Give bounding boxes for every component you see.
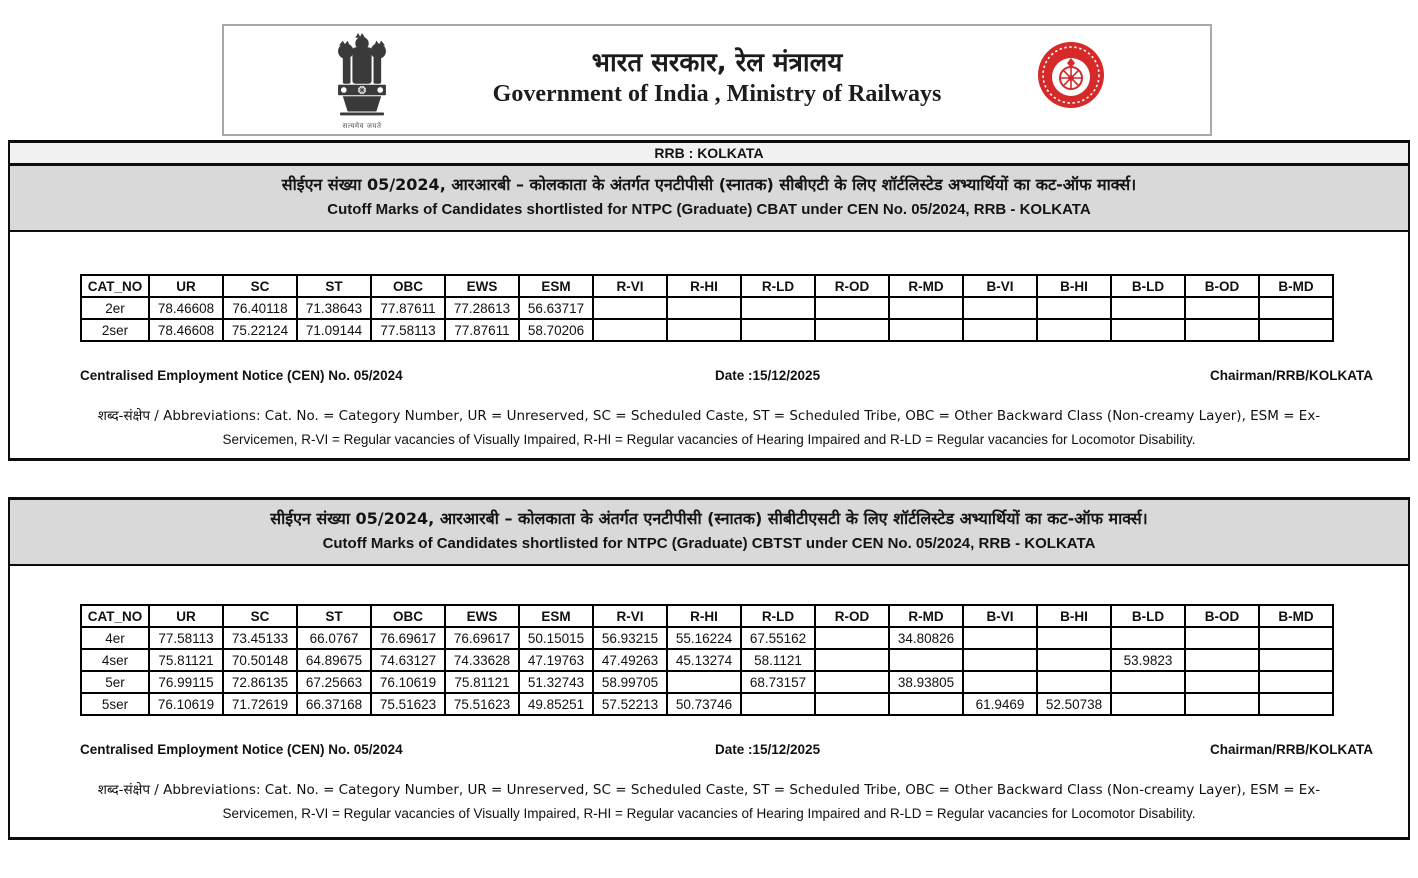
cutoff-cell: 72.86135 — [223, 671, 297, 693]
cutoff-cell: 75.22124 — [223, 319, 297, 341]
cutoff-table-cbtst — [80, 604, 1334, 716]
cutoff-cell — [815, 297, 889, 319]
column-header: B-OD — [1185, 605, 1259, 627]
cutoff-cell — [1037, 671, 1111, 693]
column-header: R-MD — [889, 275, 963, 297]
category-cell: 4er — [81, 627, 149, 649]
cutoff-cell: 78.46608 — [149, 319, 223, 341]
column-header: SC — [223, 605, 297, 627]
cutoff-cell — [741, 693, 815, 715]
column-header: EWS — [445, 605, 519, 627]
abbreviations-line-2: Servicemen, R-VI = Regular vacancies of Visually Impaired, R-HI = Regular vacancies of Hearing Impaired and R-LD = Regular vacancies for Locomotor Disability. — [222, 432, 1196, 447]
cutoff-cell — [889, 693, 963, 715]
rrb-kolkata-bar: RRB : KOLKATA — [10, 143, 1408, 166]
cutoff-cell: 77.58113 — [371, 319, 445, 341]
column-header: B-LD — [1111, 605, 1185, 627]
cutoff-cell — [667, 671, 741, 693]
cutoff-cell: 55.16224 — [667, 627, 741, 649]
ministry-title-hindi: भारत सरकार, रेल मंत्रालय — [591, 48, 843, 78]
cutoff-cell — [1111, 297, 1185, 319]
cutoff-cell — [1259, 671, 1333, 693]
column-header: R-OD — [815, 275, 889, 297]
cutoff-cell: 47.19763 — [519, 649, 593, 671]
column-header: CAT_NO — [81, 275, 149, 297]
cutoff-cell: 47.49263 — [593, 649, 667, 671]
cutoff-cell: 49.85251 — [519, 693, 593, 715]
cutoff-cell: 45.13274 — [667, 649, 741, 671]
cutoff-cell — [1111, 671, 1185, 693]
cutoff-cell: 57.52213 — [593, 693, 667, 715]
cutoff-cell — [815, 671, 889, 693]
cutoff-cell: 68.73157 — [741, 671, 815, 693]
column-header: B-HI — [1037, 275, 1111, 297]
column-header: R-VI — [593, 605, 667, 627]
cutoff-cell — [741, 297, 815, 319]
category-cell: 2er — [81, 297, 149, 319]
cutoff-cell: 64.89675 — [297, 649, 371, 671]
cutoff-cell — [889, 297, 963, 319]
section-cbat-title-hindi: सीईएन संख्या 05/2024, आरआरबी – कोलकाता के अंतर्गत एनटीपीसी (स्नातक) सीबीएटी के लिए शॉर्टलिस्टेड अभ्यार्थियों का कट-ऑफ मार्क्स। — [281, 175, 1137, 194]
cutoff-cell — [963, 319, 1037, 341]
column-header: CAT_NO — [81, 605, 149, 627]
cutoff-cell: 34.80826 — [889, 627, 963, 649]
date-text: Date :15/12/2025 — [715, 742, 821, 757]
cutoff-cell — [1185, 649, 1259, 671]
cutoff-cell — [1259, 319, 1333, 341]
column-header: B-OD — [1185, 275, 1259, 297]
cutoff-cell — [963, 649, 1037, 671]
section-cbat-footer — [10, 367, 1408, 384]
cutoff-cell: 67.25663 — [297, 671, 371, 693]
cutoff-cell: 38.93805 — [889, 671, 963, 693]
cutoff-cell: 58.1121 — [741, 649, 815, 671]
table-row — [81, 319, 1333, 341]
cutoff-cell: 71.72619 — [223, 693, 297, 715]
cutoff-cell: 75.81121 — [149, 649, 223, 671]
category-cell: 4ser — [81, 649, 149, 671]
cutoff-cell: 76.40118 — [223, 297, 297, 319]
emblem-caption: सत्यमेव जयते — [342, 122, 382, 130]
column-header: B-LD — [1111, 275, 1185, 297]
table-row — [81, 627, 1333, 649]
cutoff-cell — [815, 693, 889, 715]
section-cbtst-title-english: Cutoff Marks of Candidates shortlisted for NTPC (Graduate) CBTST under CEN No. 05/2024, RRB - KOLKATA — [322, 535, 1096, 552]
cutoff-cell: 78.46608 — [149, 297, 223, 319]
cutoff-cell — [1111, 319, 1185, 341]
column-header: R-HI — [667, 605, 741, 627]
cutoff-cell — [1185, 627, 1259, 649]
cutoff-cell — [1185, 693, 1259, 715]
column-header: R-MD — [889, 605, 963, 627]
cutoff-cell — [1111, 693, 1185, 715]
section-cbtst-title-bar — [10, 500, 1408, 566]
column-header: SC — [223, 275, 297, 297]
cutoff-cell — [815, 319, 889, 341]
cutoff-cell: 77.28613 — [445, 297, 519, 319]
cutoff-cell: 76.99115 — [149, 671, 223, 693]
table-row — [81, 297, 1333, 319]
cutoff-cell — [1259, 627, 1333, 649]
cutoff-cell: 75.81121 — [445, 671, 519, 693]
section-cbat — [8, 140, 1410, 461]
cutoff-cell: 50.73746 — [667, 693, 741, 715]
cutoff-cell: 76.10619 — [371, 671, 445, 693]
cutoff-cell — [1259, 297, 1333, 319]
cutoff-cell: 71.09144 — [297, 319, 371, 341]
column-header: B-VI — [963, 605, 1037, 627]
column-header: EWS — [445, 275, 519, 297]
cutoff-cell: 61.9469 — [963, 693, 1037, 715]
indian-railways-logo — [1036, 40, 1106, 110]
cutoff-cell: 77.58113 — [149, 627, 223, 649]
cutoff-cell — [1037, 649, 1111, 671]
cutoff-cell — [963, 297, 1037, 319]
signatory-text: Chairman/RRB/KOLKATA — [1209, 368, 1373, 383]
cutoff-cell — [1111, 627, 1185, 649]
cutoff-cell: 56.93215 — [593, 627, 667, 649]
column-header: ST — [297, 275, 371, 297]
cutoff-cell — [889, 649, 963, 671]
cen-notice-text: Centralised Employment Notice (CEN) No. 05/2024 — [80, 368, 403, 383]
cutoff-cell: 50.15015 — [519, 627, 593, 649]
abbreviations-line-2: Servicemen, R-VI = Regular vacancies of Visually Impaired, R-HI = Regular vacancies of Hearing Impaired and R-LD = Regular vacancies for Locomotor Disability. — [222, 806, 1196, 821]
section-cbat-title-bar — [10, 166, 1408, 232]
column-header: B-HI — [1037, 605, 1111, 627]
column-header: R-VI — [593, 275, 667, 297]
category-cell: 5ser — [81, 693, 149, 715]
cutoff-cell: 66.0767 — [297, 627, 371, 649]
cutoff-cell: 66.37168 — [297, 693, 371, 715]
abbreviations-cbat — [55, 405, 1363, 451]
cutoff-cell: 75.51623 — [445, 693, 519, 715]
cutoff-cell — [963, 671, 1037, 693]
cutoff-cell — [741, 319, 815, 341]
cutoff-cell — [889, 319, 963, 341]
cutoff-cell — [815, 627, 889, 649]
cutoff-cell — [1185, 671, 1259, 693]
table-row — [81, 693, 1333, 715]
cutoff-cell — [593, 297, 667, 319]
cutoff-table-cbat — [80, 274, 1334, 342]
category-cell: 5er — [81, 671, 149, 693]
cutoff-cell: 58.70206 — [519, 319, 593, 341]
cutoff-cell: 52.50738 — [1037, 693, 1111, 715]
cutoff-cell: 71.38643 — [297, 297, 371, 319]
cutoff-cell: 77.87611 — [445, 319, 519, 341]
column-header: OBC — [371, 275, 445, 297]
cutoff-cell: 76.69617 — [371, 627, 445, 649]
abbreviations-line-1: शब्द-संक्षेप / Abbreviations: Cat. No. = Category Number, UR = Unreserved, SC = Scheduled Caste, ST = Scheduled Tribe, OBC = Other Backward Class (Non-creamy Layer), ESM = Ex- — [97, 782, 1321, 798]
column-header: B-MD — [1259, 275, 1333, 297]
section-cbtst — [8, 497, 1410, 840]
cutoff-cell: 77.87611 — [371, 297, 445, 319]
abbreviations-line-1: शब्द-संक्षेप / Abbreviations: Cat. No. = Category Number, UR = Unreserved, SC = Scheduled Caste, ST = Scheduled Tribe, OBC = Other Backward Class (Non-creamy Layer), ESM = Ex- — [97, 408, 1321, 424]
cutoff-cell: 56.63717 — [519, 297, 593, 319]
section-cbtst-footer — [10, 741, 1408, 758]
column-header: ST — [297, 605, 371, 627]
column-header: R-LD — [741, 605, 815, 627]
signatory-text: Chairman/RRB/KOLKATA — [1209, 742, 1373, 757]
table-row — [81, 649, 1333, 671]
column-header: B-VI — [963, 275, 1037, 297]
cen-notice-text: Centralised Employment Notice (CEN) No. 05/2024 — [80, 742, 403, 757]
column-header: UR — [149, 605, 223, 627]
column-header: R-OD — [815, 605, 889, 627]
letterhead — [222, 24, 1212, 136]
cutoff-cell — [1037, 297, 1111, 319]
cutoff-cell: 73.45133 — [223, 627, 297, 649]
cutoff-cell — [1185, 319, 1259, 341]
cutoff-cell — [1259, 649, 1333, 671]
cutoff-cell: 70.50148 — [223, 649, 297, 671]
cutoff-cell — [667, 319, 741, 341]
cutoff-cell: 67.55162 — [741, 627, 815, 649]
section-cbtst-title-hindi: सीईएन संख्या 05/2024, आरआरबी – कोलकाता के अंतर्गत एनटीपीसी (स्नातक) सीबीटीएसटी के लिए शॉर्टलिस्टेड अभ्यार्थियों का कट-ऑफ मार्क्स। — [270, 509, 1148, 528]
table-row — [81, 671, 1333, 693]
date-text: Date :15/12/2025 — [715, 368, 821, 383]
indian-railways-logo-icon — [1036, 40, 1106, 110]
category-cell: 2ser — [81, 319, 149, 341]
section-cbat-title-english: Cutoff Marks of Candidates shortlisted for NTPC (Graduate) CBAT under CEN No. 05/2024, RRB - KOLKATA — [327, 201, 1091, 218]
column-header: B-MD — [1259, 605, 1333, 627]
column-header: UR — [149, 275, 223, 297]
cutoff-cell — [1185, 297, 1259, 319]
column-header: R-LD — [741, 275, 815, 297]
table-header-row — [81, 275, 1333, 297]
column-header: ESM — [519, 605, 593, 627]
cutoff-cell: 76.10619 — [149, 693, 223, 715]
cutoff-cell: 76.69617 — [445, 627, 519, 649]
cutoff-cell: 74.33628 — [445, 649, 519, 671]
cutoff-cell — [1037, 319, 1111, 341]
cutoff-cell — [815, 649, 889, 671]
table-header-row — [81, 605, 1333, 627]
ministry-title-english: Government of India , Ministry of Railways — [492, 81, 942, 107]
column-header: ESM — [519, 275, 593, 297]
column-header: OBC — [371, 605, 445, 627]
cutoff-cell — [1037, 627, 1111, 649]
cutoff-cell — [593, 319, 667, 341]
cutoff-cell — [963, 627, 1037, 649]
cutoff-cell: 58.99705 — [593, 671, 667, 693]
cutoff-cell: 53.9823 — [1111, 649, 1185, 671]
cutoff-cell: 74.63127 — [371, 649, 445, 671]
cutoff-cell: 51.32743 — [519, 671, 593, 693]
cutoff-cell — [667, 297, 741, 319]
column-header: R-HI — [667, 275, 741, 297]
cutoff-cell — [1259, 693, 1333, 715]
abbreviations-cbtst — [55, 779, 1363, 825]
cutoff-cell: 75.51623 — [371, 693, 445, 715]
